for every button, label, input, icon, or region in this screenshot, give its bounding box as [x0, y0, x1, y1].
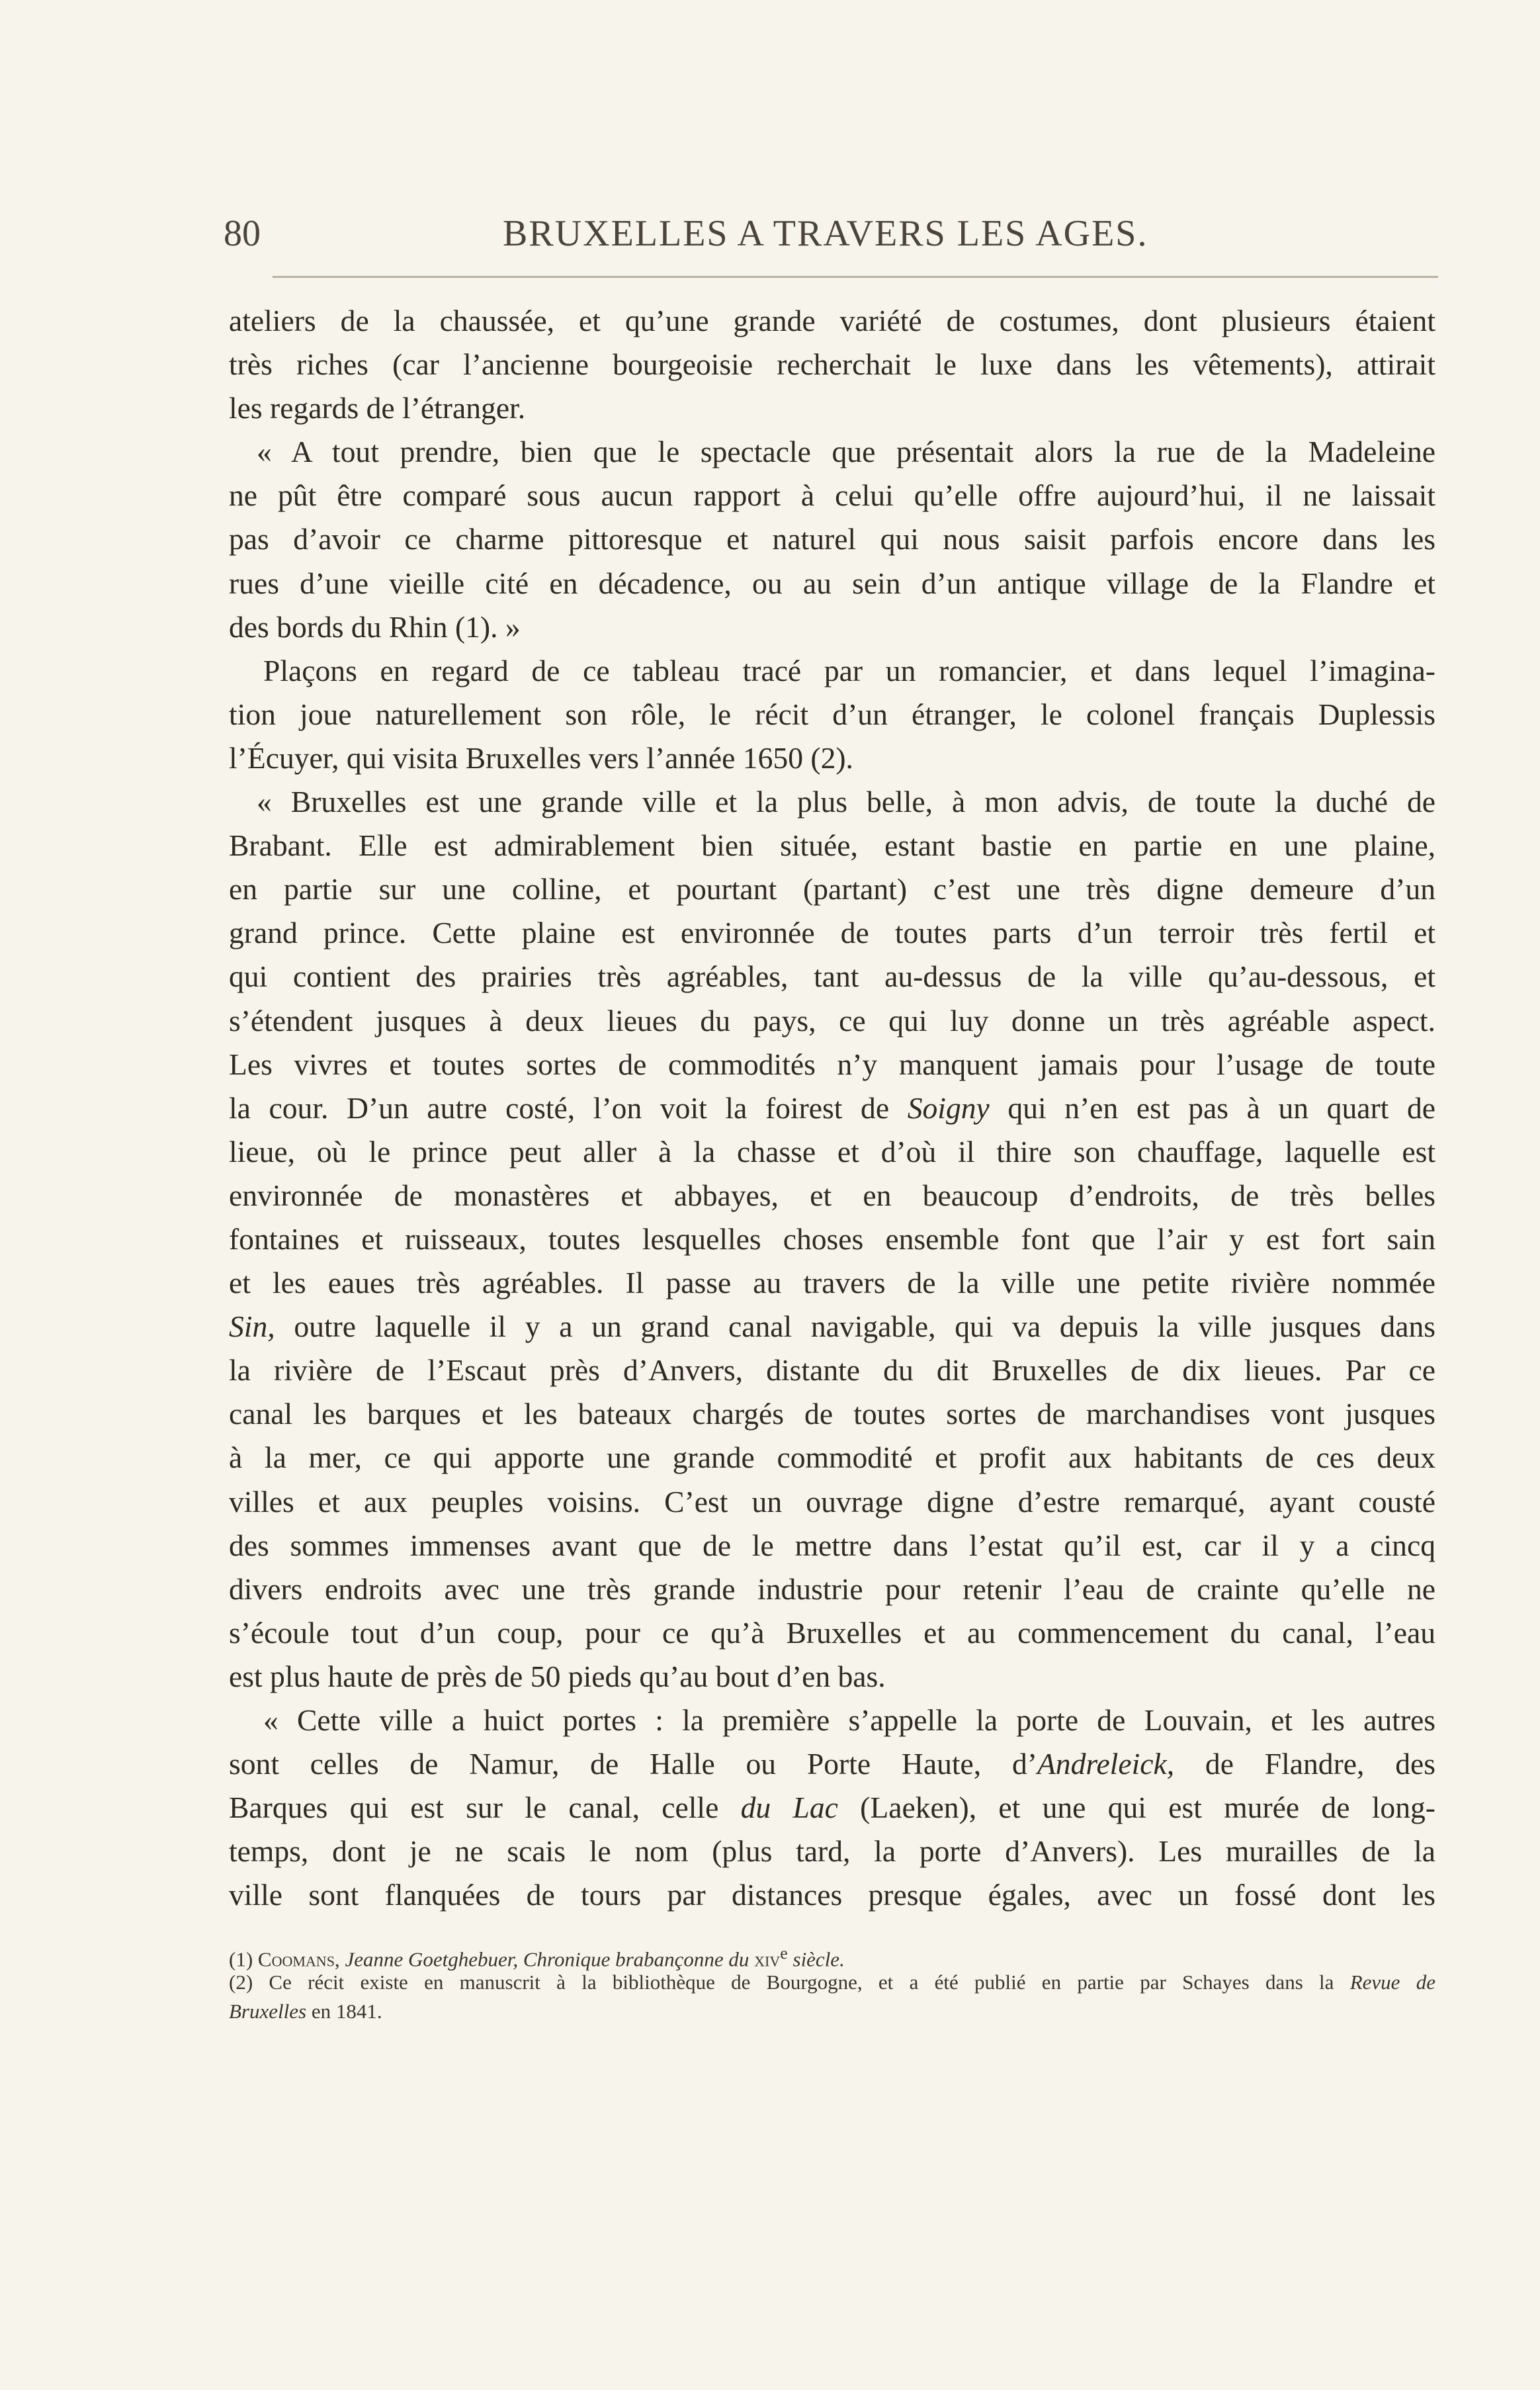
text-line: Les vivres et toutes sortes de commodités n’y manquent jamais pour l’usage de toute	[229, 1047, 1435, 1081]
footnote-title: Jeanne Goetghebuer, Chronique brabançonne du	[339, 1947, 749, 1971]
running-title: BRUXELLES A TRAVERS LES AGES.	[503, 213, 1148, 254]
text-line: s’écoule tout d’un coup, pour ce qu’à Bruxelles et au commencement du canal, l’eau	[229, 1615, 1435, 1650]
page-number: 80	[224, 213, 261, 254]
text-line: « Cette ville a huict portes : la première s’appelle la porte de Louvain, et les autres	[263, 1703, 1435, 1737]
text-line	[229, 1305, 1435, 1349]
text-line: ne pût être comparé sous aucun rapport à celui qu’elle offre aujourd’hui, il ne laissait	[229, 478, 1435, 513]
italic-place-name: Sin,	[229, 1309, 275, 1344]
text-line: les regards de l’étranger.	[229, 391, 526, 425]
text-line: des sommes immenses avant que de le mettre dans l’estat qu’il est, car il y a cincq	[229, 1528, 1435, 1562]
text-line: lieue, où le prince peut aller à la chasse et d’où il thire son chauffage, laquelle est	[229, 1134, 1435, 1169]
text-line: « A tout prendre, bien que le spectacle que présentait alors la rue de la Madeleine	[257, 435, 1435, 469]
text-segment: qui n’en est pas à un quart de	[989, 1090, 1435, 1125]
text-line: s’étendent jusques à deux lieues du pays, ce qui luy donne un très agréable aspect.	[229, 1003, 1435, 1038]
text-line: « Bruxelles est une grande ville et la plus belle, à mon advis, de toute la duché de	[257, 785, 1435, 819]
text-line: très riches (car l’ancienne bourgeoisie recherchait le luxe dans les vêtements), attirait	[229, 347, 1435, 382]
text-line: divers endroits avec une très grande industrie pour retenir l’eau de crainte qu’elle ne	[229, 1571, 1435, 1606]
text-line: la rivière de l’Escaut près d’Anvers, distante du dit Bruxelles de dix lieues. Par ce	[229, 1353, 1435, 1388]
text-line	[229, 1086, 1435, 1130]
footnote-text: (2) Ce récit existe en manuscrit à la bibliothèque de Bourgogne, et a été publié en partie par Schayes dans la	[229, 1970, 1350, 1994]
text-segment: de Flandre, des	[1174, 1747, 1435, 1781]
footnote-superscript: e	[780, 1943, 788, 1963]
text-line: canal les barques et les bateaux chargés de toutes sortes de marchandises vont jusques	[229, 1397, 1435, 1431]
text-line: des bords du Rhin (1). »	[229, 609, 521, 644]
footnote-century: xiv	[749, 1947, 781, 1971]
text-line: tion joue naturellement son rôle, le récit d’un étranger, le colonel français Duplessis	[229, 697, 1435, 731]
footnote-number: (1)	[229, 1947, 258, 1971]
footnote-2	[229, 1968, 1435, 1997]
text-segment: la cour. D’un autre costé, l’on voit la foirest de	[229, 1090, 908, 1125]
footnote-2-continued	[229, 1997, 1435, 2026]
text-line: environnée de monastères et abbayes, et en beaucoup d’endroits, de très belles	[229, 1178, 1435, 1212]
italic-place-name: du Lac	[740, 1791, 838, 1825]
text-line: Brabant. Elle est admirablement bien située, estant bastie en partie en une plaine,	[229, 828, 1435, 863]
footnote-text: en 1841.	[306, 2000, 382, 2023]
text-line: grand prince. Cette plaine est environnée de toutes parts d’un terroir très fertil et	[229, 916, 1435, 950]
text-line: Plaçons en regard de ce tableau tracé par un romancier, et dans lequel l’imagina-	[263, 653, 1435, 687]
italic-place-name: Soigny	[907, 1090, 990, 1125]
text-line: est plus haute de près de 50 pieds qu’au bout d’en bas.	[229, 1659, 886, 1693]
text-line: villes et aux peuples voisins. C’est un ouvrage digne d’estre remarqué, ayant cousté	[229, 1484, 1435, 1519]
text-line	[229, 1742, 1435, 1786]
text-segment: (Laeken), et une qui est murée de long-	[837, 1791, 1435, 1825]
text-segment: sont celles de Namur, de Halle ou Porte Haute, d’	[229, 1747, 1037, 1781]
italic-place-name: Andreleick,	[1037, 1747, 1175, 1781]
text-segment: outre laquelle il y a un grand canal navigable, qui va depuis la ville jusques dans	[275, 1309, 1435, 1344]
footnote-journal-end: Bruxelles	[229, 2000, 307, 2023]
footnote-title-end: siècle.	[787, 1947, 845, 1971]
footnote-1	[229, 1939, 1435, 1971]
text-line: fontaines et ruisseaux, toutes lesquelles choses ensemble font que l’air y est fort sain	[229, 1221, 1435, 1256]
text-line: ville sont flanquées de tours par distances presque égales, avec un fossé dont les	[229, 1878, 1435, 1912]
text-line: en partie sur une colline, et pourtant (partant) c’est une très digne demeure d’un	[229, 872, 1435, 907]
text-line: à la mer, ce qui apporte une grande commodité et profit aux habitants de ces deux	[229, 1440, 1435, 1475]
text-line: pas d’avoir ce charme pittoresque et naturel qui nous saisit parfois encore dans les	[229, 522, 1435, 556]
text-line: qui contient des prairies très agréables, tant au-dessus de la ville qu’au-dessous, et	[229, 959, 1435, 994]
text-segment: Barques qui est sur le canal, celle	[229, 1791, 741, 1825]
body-text	[229, 299, 1435, 1917]
footnotes	[229, 1939, 1435, 2026]
text-line: temps, dont je ne scais le nom (plus tard, la porte d’Anvers). Les murailles de la	[229, 1834, 1435, 1869]
footnote-journal: Revue de	[1349, 1970, 1435, 1994]
text-line: ateliers de la chaussée, et qu’une grande variété de costumes, dont plusieurs étaient	[229, 304, 1435, 337]
text-line: rues d’une vieille cité en décadence, ou au sein d’un antique village de la Flandre et	[229, 566, 1435, 600]
text-line: l’Écuyer, qui visita Bruxelles vers l’année 1650 (2).	[229, 740, 853, 775]
header-divider	[273, 276, 1438, 278]
text-line	[229, 1786, 1435, 1830]
footnote-author: Coomans,	[257, 1947, 340, 1971]
text-line: et les eaues très agréables. Il passe au travers de la ville une petite rivière nommée	[229, 1266, 1435, 1300]
